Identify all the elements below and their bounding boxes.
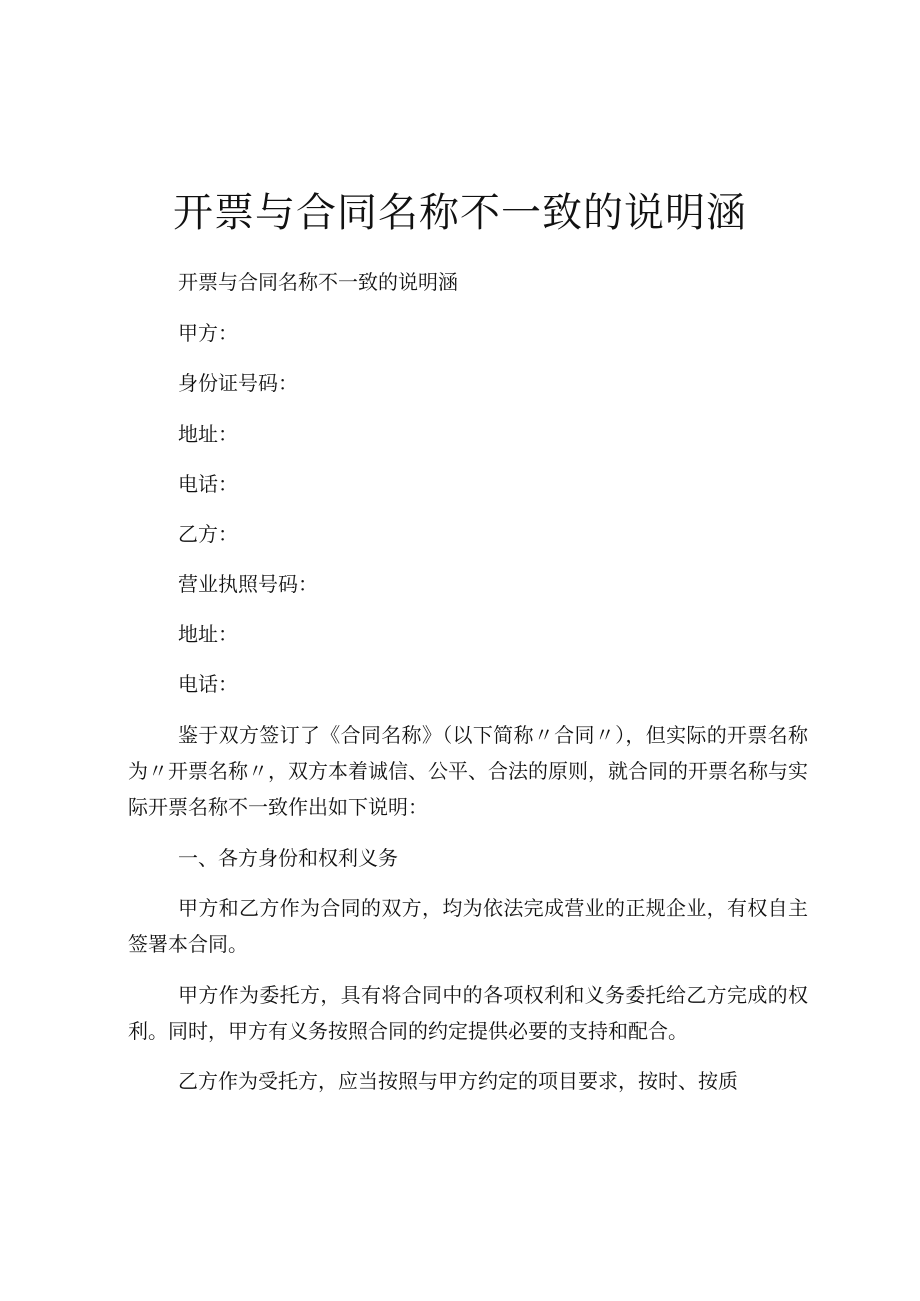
intro-paragraph: 鉴于双方签订了《合同名称》（以下简称〃合同〃），但实际的开票名称为〃开票名称〃，双方本着诚信、公平、合法的原则，就合同的开票名称与实际开票名称不一致作出如下说明： (128, 723, 808, 819)
party-a-phone-label: 电话： (178, 472, 238, 496)
section-1-paragraph-3: 乙方作为受托方，应当按照与甲方约定的项目要求，按时、按质 (178, 1069, 738, 1093)
document-subtitle: 开票与合同名称不一致的说明涵 (178, 270, 458, 294)
party-b-license-label: 营业执照号码： (178, 572, 318, 596)
party-a-label: 甲方： (178, 321, 238, 345)
document-title: 开票与合同名称不一致的说明涵 (173, 190, 747, 236)
section-1-paragraph-1: 甲方和乙方作为合同的双方，均为依法完成营业的正规企业，有权自主签署本合同。 (128, 896, 808, 956)
party-b-label: 乙方： (178, 522, 238, 546)
party-a-id-label: 身份证号码： (178, 371, 298, 395)
party-b-address-label: 地址： (178, 622, 238, 646)
section-1-paragraph-2: 甲方作为委托方，具有将合同中的各项权利和义务委托给乙方完成的权利。同时，甲方有义务按照合同的约定提供必要的支持和配合。 (128, 983, 808, 1043)
party-a-address-label: 地址： (178, 422, 238, 446)
party-b-phone-label: 电话： (178, 672, 238, 696)
section-1-heading: 一、各方身份和权利义务 (178, 846, 398, 870)
